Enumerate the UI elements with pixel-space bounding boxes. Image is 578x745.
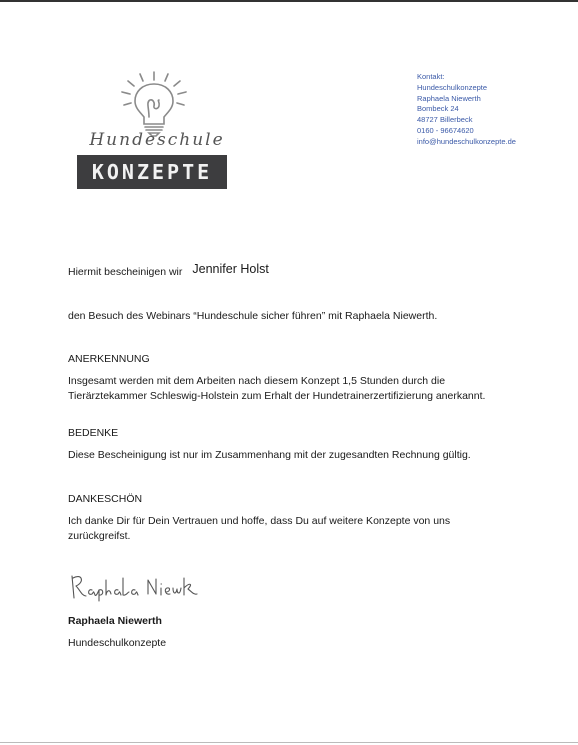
- contact-phone: 0160 - 96674620: [417, 125, 474, 135]
- section-heading-note: BEDENKE: [68, 427, 119, 439]
- contact-label: Kontakt:: [417, 72, 445, 81]
- signer-organization: Hundeschulkonzepte: [68, 637, 167, 649]
- logo-wordmark: KONZEPTE: [77, 155, 227, 189]
- contact-email: info@hundeschulkonzepte.de: [417, 136, 516, 146]
- contact-block: [417, 72, 516, 148]
- top-border-line: [0, 0, 578, 2]
- webinar-line: den Besuch des Webinars “Hundeschule sicher führen” mit Raphaela Niewerth.: [68, 310, 438, 322]
- section-heading-recognition: ANERKENNUNG: [68, 353, 150, 365]
- section-heading-thanks: DANKESCHÖN: [68, 493, 143, 505]
- recipient-name: Jennifer Holst: [192, 262, 269, 276]
- company-logo: [70, 70, 240, 192]
- contact-city: 48727 Billerbeck: [417, 115, 473, 125]
- section-text-thanks: Ich danke Dir für Dein Vertrauen und hoffe, dass Du auf weitere Konzepte von uns zurückgreifst.: [68, 515, 451, 542]
- signer-name: Raphaela Niewerth: [68, 615, 162, 627]
- certification-intro: Hiermit bescheinigen wir: [68, 266, 183, 278]
- handwritten-signature: [68, 570, 198, 606]
- section-text-note: Diese Bescheinigung ist nur im Zusammenhang mit der zugesandten Rechnung gültig.: [68, 449, 471, 461]
- contact-street: Bombeck 24: [417, 104, 459, 114]
- contact-person: Raphaela Niewerth: [417, 93, 481, 103]
- bottom-border-line: [0, 742, 578, 743]
- section-text-recognition: Insgesamt werden mit dem Arbeiten nach diesem Konzept 1,5 Stunden durch die Tierärztekammer Schleswig-Holstein zum Erhalt der Hundetrainerzertifizierung anerkannt.: [68, 375, 486, 402]
- logo-script-text: Hundeschule: [89, 130, 225, 150]
- contact-company: Hundeschulkonzepte: [417, 82, 488, 92]
- certification-line: [68, 264, 269, 280]
